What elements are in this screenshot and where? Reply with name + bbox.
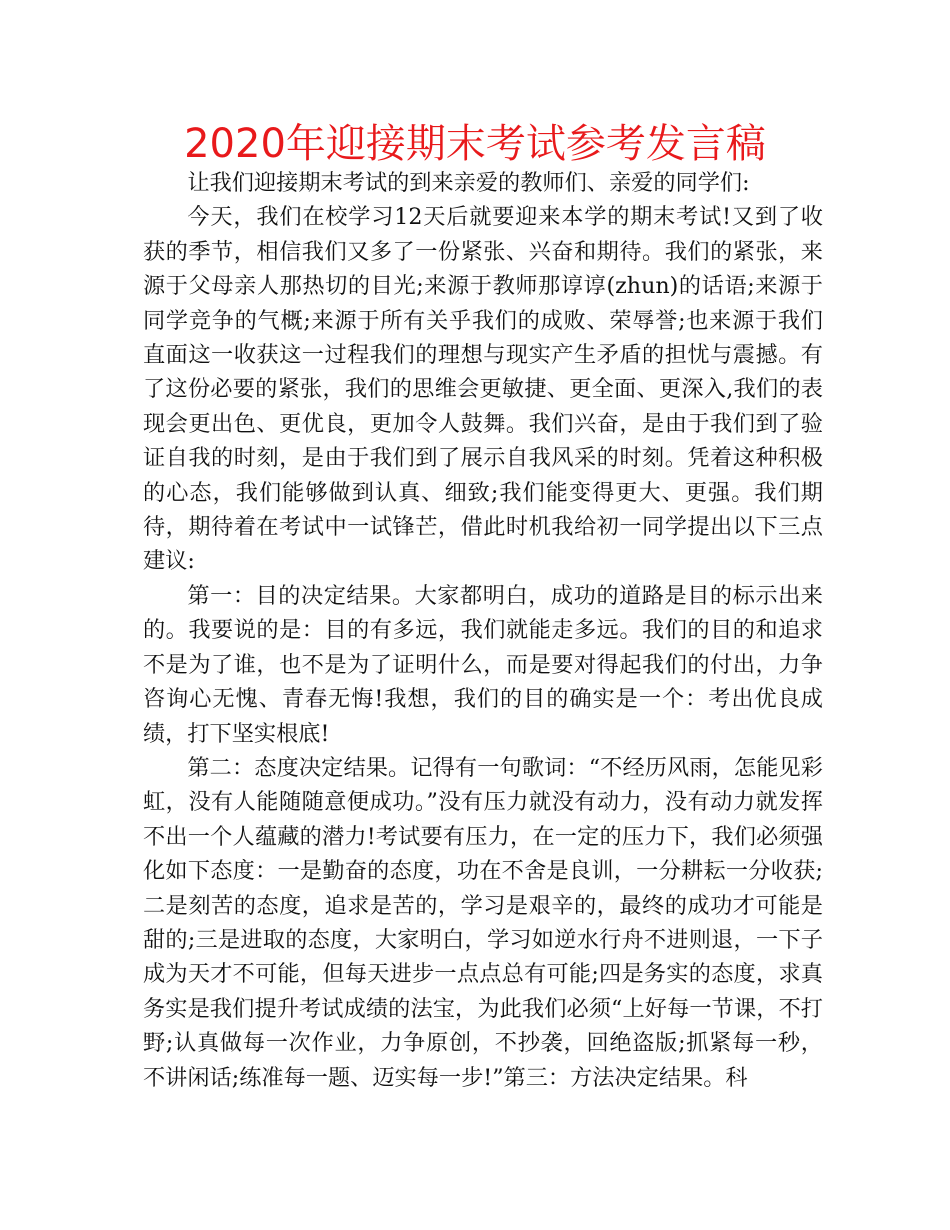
document-title: 2020年迎接期末考试参考发言稿 (184, 121, 766, 167)
paragraph-intro: 今天，我们在校学习12天后就要迎来本学的期末考试!又到了收获的季节，相信我们又多了一份紧张、兴奋和期待。我们的紧张，来源于父母亲人那热切的目光;来源于教师那谆谆(zhun)的话语;来源于同学竞争的气概;来源于所有关乎我们的成败、荣辱誉;也来源于我们直面这一收获这一过程我们的理想与现实产生矛盾的担忧与震撼。有了这份必要的紧张，我们的思维会更敏捷、更全面、更深入,我们的表现会更出色、更优良，更加令人鼓舞。我们兴奋，是由于我们到了验证自我的时刻，是由于我们到了展示自我风采的时刻。凭着这种积极的心态，我们能够做到认真、细致;我们能变得更大、更强。我们期待，期待着在考试中一试锋芒，借此时机我给初一同学提出以下三点建议: (143, 204, 823, 575)
paragraph-salutation: 让我们迎接期末考试的到来亲爱的教师们、亲爱的同学们: (187, 170, 750, 196)
paragraph-point-two: 第二：态度决定结果。记得有一句歌词：“不经历风雨，怎能见彩虹，没有人能随随意便成功。”没有压力就没有动力，没有动力就发挥不出一个人蕴藏的潜力!考试要有压力，在一定的压力下，我们必须强化如下态度：一是勤奋的态度，功在不舍是良训，一分耕耘一分收获;二是刻苦的态度，追求是苦的，学习是艰辛的，最终的成功才可能是甜的;三是进取的态度，大家明白，学习如逆水行舟不进则退，一下子成为天才不可能，但每天进步一点点总有可能;四是务实的态度，求真务实是我们提升考试成绩的法宝，为此我们必须“上好每一节课，不打野;认真做每一次作业，力争原创，不抄袭，回绝盗版;抓紧每一秒，不讲闲话;练准每一题、迈实每一步!”第三：方法决定结果。科 (143, 754, 823, 1091)
paragraph-point-one: 第一：目的决定结果。大家都明白，成功的道路是目的标示出来的。我要说的是：目的有多远，我们就能走多远。我们的目的和追求不是为了谁，也不是为了证明什么，而是要对得起我们的付出，力争咨询心无愧、青春无悔!我想，我们的目的确实是一个：考出优良成绩，打下坚实根底! (143, 582, 823, 747)
document-body (143, 166, 823, 1095)
